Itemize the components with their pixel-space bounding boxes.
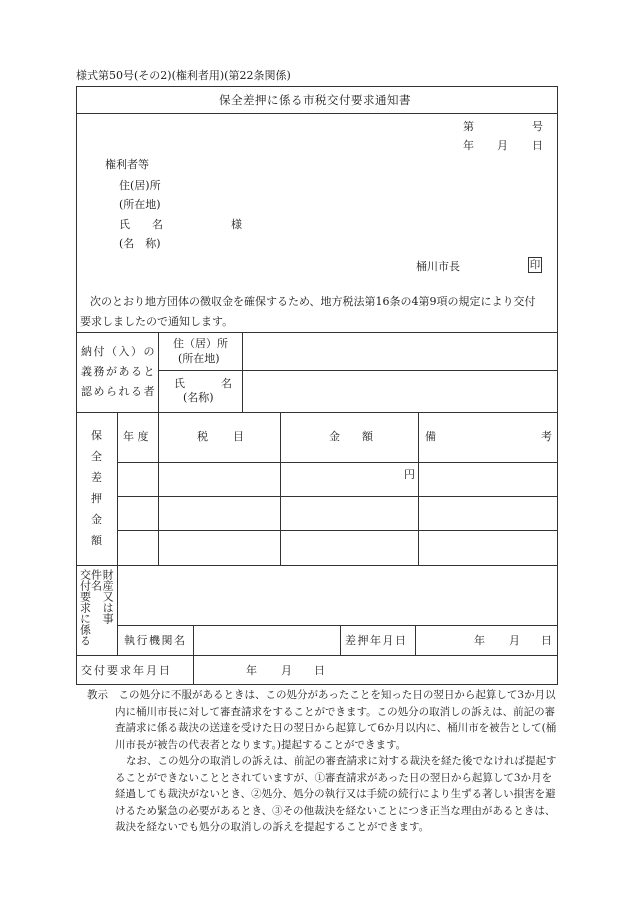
form-number: 様式第50号(その2)(権利者用)(第22条関係) <box>76 69 291 82</box>
issuer-title: 桶川市長 <box>416 260 460 273</box>
col-note-header-1: 備 <box>425 430 436 443</box>
obligor-name-label-1: 氏 <box>174 377 185 390</box>
amount-side-label: 保全差押金額 <box>91 429 102 547</box>
seizure-month: 月 <box>509 634 520 647</box>
property-side-label-2: 交付要求に係る <box>78 569 92 646</box>
recipient-location-label: (所在地) <box>119 198 161 211</box>
body-text-line-1: 次のとおり地方団体の徴収金を確保するため、地方税法第16条の4第9項の規定により交付 <box>90 295 536 308</box>
instruction-paragraph-1 <box>87 687 557 753</box>
col-note-header-2: 考 <box>541 430 552 443</box>
request-month: 月 <box>281 664 292 677</box>
recipient-name-label-1: 氏 <box>119 218 130 231</box>
exec-agency-label: 執行機関名 <box>124 634 187 647</box>
recipient-name-label-2: 名 <box>152 218 163 231</box>
number-dai: 第 <box>463 120 474 133</box>
col-item-header-1: 税 <box>197 430 208 443</box>
seizure-day: 日 <box>541 634 552 647</box>
obligor-name-sub-label: (名称) <box>183 391 214 404</box>
instruction-text-1: この処分に不服があるときは、この処分があったことを知った日の翌日から起算して3か月以内に桶川市長に対して審査請求をすることができます。この処分の取消しの訴えは、前記の審査請求に係る裁決の送達を受けた日の翌日から起算して6か月以内に、桶川市を被告として(桶川市長が被告の代表者となります。)提起することができます。 <box>115 689 557 751</box>
recipient-sama: 様 <box>231 218 242 231</box>
date-year-label: 年 <box>463 139 474 152</box>
obligor-address-label: 住（居）所 <box>173 337 228 350</box>
obligor-label-line-1: 納付（入）の <box>81 345 156 358</box>
seal-box <box>528 257 542 273</box>
col-item-header-2: 目 <box>233 430 244 443</box>
recipient-address-label: 住(居)所 <box>119 179 161 192</box>
request-date-label: 交付要求年月日 <box>81 664 172 677</box>
col-year-header: 年 度 <box>123 430 149 443</box>
obligor-label-line-2: 義務があると <box>81 365 156 378</box>
yen-unit: 円 <box>404 468 415 481</box>
date-day-label: 日 <box>532 139 543 152</box>
col-amount-header-1: 金 <box>329 430 340 443</box>
request-year: 年 <box>246 664 257 677</box>
body-text-line-2: 要求しましたので通知します。 <box>80 315 234 328</box>
col-amount-header-2: 額 <box>362 430 373 443</box>
recipient-label: 権利者等 <box>105 158 149 171</box>
instruction-block <box>87 687 557 836</box>
property-side-label-1: 財産又は事件名 <box>89 569 115 624</box>
seizure-year: 年 <box>474 634 485 647</box>
instruction-label: 教示 <box>87 689 108 701</box>
number-go: 号 <box>532 120 543 133</box>
obligor-name-label-2: 名 <box>221 377 232 390</box>
date-month-label: 月 <box>497 139 508 152</box>
document-title: 保全差押に係る市税交付要求通知書 <box>219 93 411 107</box>
instruction-paragraph-2 <box>87 753 557 836</box>
instruction-text-2: なお、この処分の取消しの訴えは、前記の審査請求に対する裁決を経た後でなければ提起することができないこととされていますが、①審査請求があった日の翌日から起算して3か月を経過しても裁決がないとき、②処分、処分の執行又は手続の続行により生ずる著しい損害を避けるため緊急の必要があるとき、③その他裁決を経ないことにつき正当な理由があるときは、裁決を経ないでも処分の取消しの訴えを提起することができます。 <box>115 755 557 833</box>
obligor-location-label: (所在地) <box>178 352 220 365</box>
recipient-meisho-label: (名 称) <box>119 237 161 250</box>
request-day: 日 <box>314 664 325 677</box>
seal-mark: 印 <box>529 259 541 271</box>
seizure-date-label: 差押年月日 <box>345 634 408 647</box>
obligor-label-line-3: 認められる者 <box>81 385 156 398</box>
